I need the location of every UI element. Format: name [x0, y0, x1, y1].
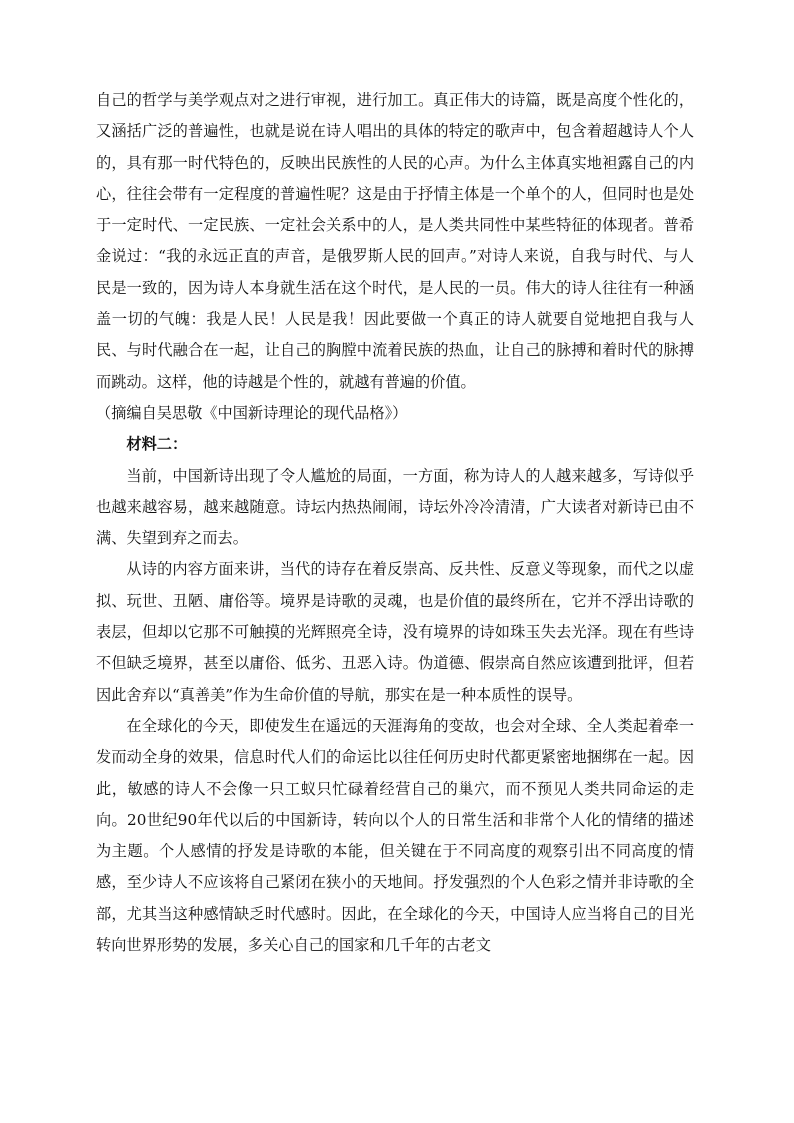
document-page	[96, 85, 694, 961]
material2-paragraph-2: 从诗的内容方面来讲，当代的诗存在着反崇高、反共性、反意义等现象，而代之以虚拟、玩世、丑陋、庸俗等。境界是诗歌的灵魂，也是价值的最终所在，它并不浮出诗歌的表层，但却以它那不可触摸的光辉照亮全诗，没有境界的诗如珠玉失去光泽。现在有些诗不但缺乏境界，甚至以庸俗、低劣、丑恶入诗。伪道德、假崇高自然应该遭到批评，但若因此舍弃以“真善美”作为生命价值的导航，那实在是一种本质性的误导。	[96, 560, 694, 704]
material1-paragraph: 自己的哲学与美学观点对之进行审视，进行加工。真正伟大的诗篇，既是高度个性化的，又涵括广泛的普遍性，也就是说在诗人唱出的具体的特定的歌声中，包含着超越诗人个人的，具有那一时代特色的，反映出民族性的人民的心声。为什么主体真实地袒露自己的内心，往往会带有一定程度的普遍性呢？这是由于抒情主体是一个单个的人，但同时也是处于一定时代、一定民族、一定社会关系中的人，是人类共同性中某些特征的体现者。普希金说过：“我的永远正直的声音，是俄罗斯人民的回声。”对诗人来说，自我与时代、与人民是一致的，因为诗人本身就生活在这个时代，是人民的一员。伟大的诗人往往有一种涵盖一切的气魄：我是人民！人民是我！因此要做一个真正的诗人就要自觉地把自我与人民、与时代融合在一起，让自己的胸膛中流着民族的热血，让自己的脉搏和着时代的脉搏而跳动。这样，他的诗越是个性的，就越有普遍的价值。	[96, 91, 694, 391]
article-body	[96, 85, 694, 961]
material2-paragraph-1: 当前，中国新诗出现了令人尴尬的局面，一方面，称为诗人的人越来越多，写诗似乎也越来越容易，越来越随意。诗坛内热热闹闹，诗坛外冷冷清清，广大读者对新诗已由不满、失望到弃之而去。	[96, 466, 694, 548]
material2-paragraph-3: 在全球化的今天，即使发生在遥远的天涯海角的变故，也会对全球、全人类起着牵一发而动全身的效果，信息时代人们的命运比以往任何历史时代都更紧密地捆绑在一起。因此，敏感的诗人不会像一只工蚁只忙碌着经营自己的巢穴，而不预见人类共同命运的走向。20世纪90年代以后的中国新诗，转向以个人的日常生活和非常个人化的情绪的描述为主题。个人感情的抒发是诗歌的本能，但关键在于不同高度的观察引出不同高度的情感，至少诗人不应该将自己紧闭在狭小的天地间。抒发强烈的个人色彩之情并非诗歌的全部，尤其当这种感情缺乏时代感时。因此，在全球化的今天，中国诗人应当将自己的目光转向世界形势的发展，多关心自己的国家和几千年的古老文	[96, 716, 694, 955]
source-citation: （摘编自吴思敬《中国新诗理论的现代品格》）	[96, 403, 408, 422]
section-heading-material2: 材料二：	[126, 435, 188, 454]
